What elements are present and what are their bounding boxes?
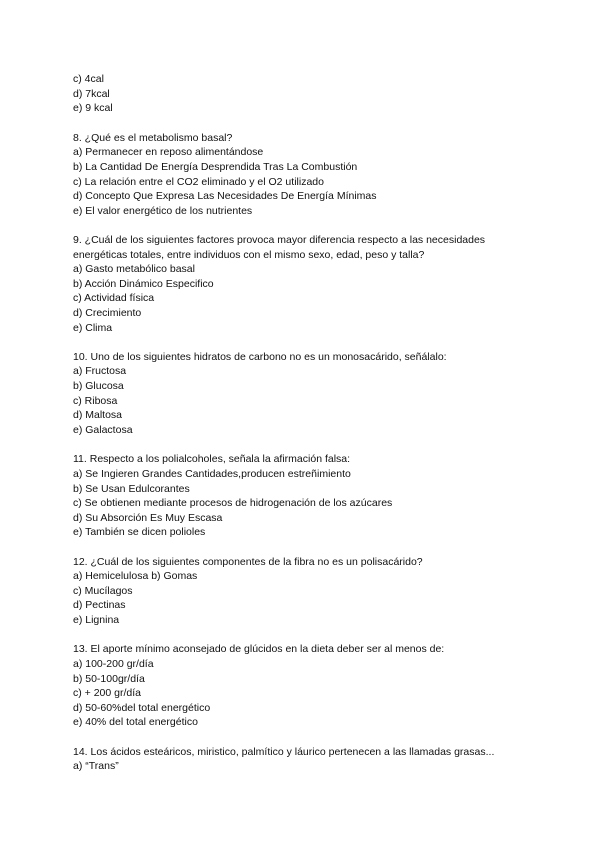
q14-option-a: a) “Trans” — [73, 760, 119, 772]
q11-option-d: d) Su Absorción Es Muy Escasa — [73, 512, 223, 524]
q13-option-d: d) 50-60%del total energético — [73, 702, 211, 714]
q13-option-b: b) 50-100gr/día — [73, 673, 145, 685]
q7-option-e: e) 9 kcal — [73, 102, 113, 114]
q13-option-e: e) 40% del total energético — [73, 716, 198, 728]
q10-option-d: d) Maltosa — [73, 409, 123, 421]
q9-option-a: a) Gasto metabólico basal — [73, 263, 195, 275]
q10-option-e: e) Galactosa — [73, 424, 133, 436]
q12-option-e: e) Lignina — [73, 614, 120, 626]
q9-option-e: e) Clima — [73, 322, 113, 334]
q11-option-b: b) Se Usan Edulcorantes — [73, 483, 190, 495]
q10-option-b: b) Glucosa — [73, 380, 124, 392]
q8-option-c: c) La relación entre el CO2 eliminado y el O2 utilizado — [73, 176, 324, 188]
q11-option-e: e) También se dicen polioles — [73, 526, 206, 538]
q9-option-d: d) Crecimiento — [73, 307, 142, 319]
q9-option-b: b) Acción Dinámico Especifico — [73, 278, 214, 290]
q8-option-b: b) La Cantidad De Energía Desprendida Tras La Combustión — [73, 161, 358, 173]
q8-option-a: a) Permanecer en reposo alimentándose — [73, 146, 264, 158]
q10-question: 10. Uno de los siguientes hidratos de carbono no es un monosacárido, señálalo: — [73, 351, 447, 363]
q14-question: 14. Los ácidos esteáricos, miristico, palmítico y láurico pertenecen a las llamadas grasas... — [73, 746, 495, 758]
q9-question-line1: 9. ¿Cuál de los siguientes factores provoca mayor diferencia respecto a las necesidades — [73, 234, 486, 246]
q9-option-c: c) Actividad física — [73, 292, 155, 304]
q7-option-d: d) 7kcal — [73, 88, 110, 100]
q8-option-e: e) El valor energético de los nutrientes — [73, 205, 253, 217]
q12-question: 12. ¿Cuál de los siguientes componentes de la fibra no es un polisacárido? — [73, 556, 423, 568]
q8-option-d: d) Concepto Que Expresa Las Necesidades De Energía Mínimas — [73, 190, 377, 202]
q13-option-c: c) + 200 gr/día — [73, 687, 141, 699]
q11-option-c: c) Se obtienen mediante procesos de hidrogenación de los azúcares — [73, 497, 393, 509]
q10-option-a: a) Fructosa — [73, 365, 127, 377]
q10-option-c: c) Ribosa — [73, 395, 118, 407]
q8-question: 8. ¿Qué es el metabolismo basal? — [73, 132, 233, 144]
q12-option-ab: a) Hemicelulosa b) Gomas — [73, 570, 198, 582]
q12-option-d: d) Pectinas — [73, 599, 126, 611]
q11-question: 11. Respecto a los polialcoholes, señala la afirmación falsa: — [73, 453, 351, 465]
q11-option-a: a) Se Ingieren Grandes Cantidades,producen estreñimiento — [73, 468, 351, 480]
q13-option-a: a) 100-200 gr/día — [73, 658, 154, 670]
q7-option-c: c) 4cal — [73, 73, 104, 85]
q13-question: 13. El aporte mínimo aconsejado de glúcidos en la dieta deber ser al menos de: — [73, 643, 445, 655]
q12-option-c: c) Mucílagos — [73, 585, 133, 597]
q9-question-line2: energéticas totales, entre individuos con el mismo sexo, edad, peso y talla? — [73, 249, 425, 261]
